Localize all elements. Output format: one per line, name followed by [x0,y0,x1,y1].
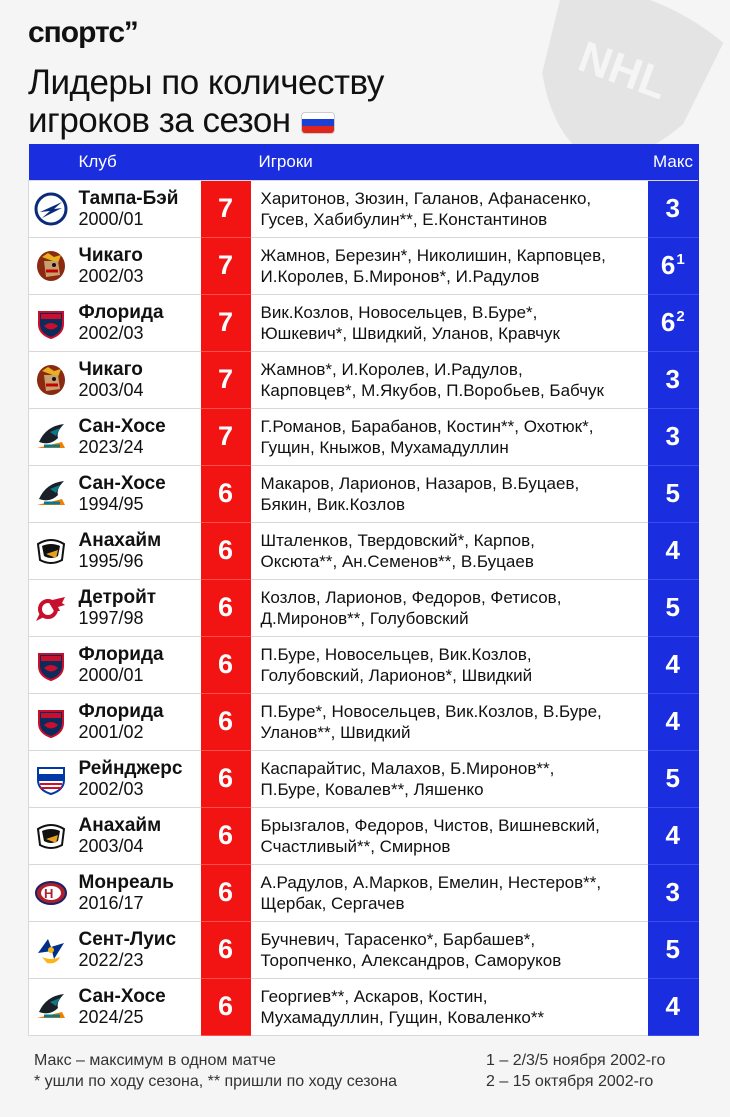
footer-legend [34,1050,397,1092]
page-title [28,64,384,140]
players-line-1: Козлов, Ларионов, Федоров, Фетисов, [260,587,562,607]
club-season: 2023/24 [78,436,144,457]
club-name: Чикаго [78,358,143,380]
club-cell [73,237,201,294]
players-cell [251,237,648,294]
russia-flag-icon [301,112,335,134]
max-value: 4 [665,535,680,565]
players-cell [251,579,648,636]
player-count: 6 [201,750,251,807]
players-line-1: Брызгалов, Федоров, Чистов, Вишневский, [260,815,600,835]
max-cell [648,693,699,750]
table-row [29,864,699,921]
max-cell [648,750,699,807]
club-cell [73,750,201,807]
table-row [29,465,699,522]
club-cell [73,465,201,522]
table-row [29,351,699,408]
max-footnote: 1 [676,251,685,268]
players-line-2: П.Буре, Ковалев**, Ляшенко [260,779,484,799]
players-cell [251,294,648,351]
brand-logo: спортс’’ [28,16,138,49]
players-cell [251,807,648,864]
club-cell [73,864,201,921]
club-season: 2000/01 [78,208,144,229]
table-row [29,522,699,579]
club-season: 2002/03 [78,265,144,286]
lightning-logo-icon [34,192,68,226]
club-cell [73,351,201,408]
sharks-logo-icon [34,477,68,511]
max-value: 6 [660,250,676,280]
club-name: Флорида [78,700,164,722]
ducks-logo-icon [34,819,68,853]
players-line-2: Д.Миронов**, Голубовский [260,608,469,628]
team-logo-cell [29,408,73,465]
team-logo-cell [29,807,73,864]
players-line-2: Юшкевич*, Швидкий, Уланов, Кравчук [260,323,560,343]
players-line-2: Гусев, Хабибулин**, Е.Константинов [260,209,548,229]
club-name: Сан-Хосе [78,415,166,437]
players-cell [251,693,648,750]
club-season: 2016/17 [78,892,144,913]
players-line-1: Жамнов*, И.Королев, И.Радулов, [260,359,523,379]
players-line-1: Г.Романов, Барабанов, Костин**, Охотюк*, [260,416,594,436]
max-cell [648,408,699,465]
player-count: 6 [201,636,251,693]
blues-logo-icon [34,933,68,967]
club-name: Чикаго [78,244,143,266]
header-club: Клуб [73,144,201,180]
max-cell [648,636,699,693]
max-value: 4 [665,991,680,1021]
table-row [29,921,699,978]
team-logo-cell [29,921,73,978]
max-value: 3 [665,193,680,223]
sharks-logo-icon [34,990,68,1024]
players-line-2: Торопченко, Александров, Саморуков [260,950,562,970]
team-logo-cell [29,180,73,237]
player-count: 6 [201,522,251,579]
players-line-2: Голубовский, Ларионов*, Швидкий [260,665,533,685]
players-line-1: Макаров, Ларионов, Назаров, В.Буцаев, [260,473,580,493]
footer-note-1: 1 – 2/3/5 ноября 2002-го [486,1052,666,1069]
team-logo-cell [29,978,73,1035]
team-logo-cell [29,579,73,636]
players-cell [251,921,648,978]
panthers-logo-icon [34,306,68,340]
team-logo-cell [29,294,73,351]
players-line-2: Карповцев*, М.Якубов, П.Воробьев, Бабчук [260,380,604,400]
players-line-2: Оксюта**, Ан.Семенов**, В.Буцаев [260,551,534,571]
club-name: Анахайм [78,529,162,551]
max-cell [648,294,699,351]
max-value: 4 [665,820,680,850]
club-season: 2001/02 [78,721,144,742]
max-value: 5 [665,934,680,964]
player-count: 7 [201,180,251,237]
club-cell [73,579,201,636]
max-cell [648,807,699,864]
max-cell [648,864,699,921]
player-count: 6 [201,864,251,921]
max-cell [648,579,699,636]
club-name: Монреаль [78,871,174,893]
footer-legend-stars: * ушли по ходу сезона, ** пришли по ходу сезона [34,1073,398,1090]
max-cell [648,351,699,408]
players-line-1: Вик.Козлов, Новосельцев, В.Буре*, [260,302,538,322]
club-season: 2003/04 [78,835,144,856]
red-wings-logo-icon [34,591,68,625]
max-footnote: 2 [676,308,685,325]
max-value: 6 [660,307,676,337]
footer-legend-max: Макс – максимум в одном матче [34,1052,276,1069]
team-logo-cell [29,693,73,750]
max-value: 3 [665,877,680,907]
club-name: Детройт [78,586,157,608]
max-value: 3 [665,421,680,451]
club-cell [73,522,201,579]
players-line-1: П.Буре*, Новосельцев, Вик.Козлов, В.Буре, [260,701,602,721]
table-row [29,693,699,750]
table-row [29,237,699,294]
players-line-1: П.Буре, Новосельцев, Вик.Козлов, [260,644,532,664]
club-name: Сан-Хосе [78,472,166,494]
table-row [29,579,699,636]
player-count: 7 [201,351,251,408]
players-line-1: Георгиев**, Аскаров, Костин, [260,986,488,1006]
blackhawks-logo-icon [34,363,68,397]
max-value: 5 [665,478,680,508]
team-logo-cell [29,237,73,294]
club-season: 2002/03 [78,778,144,799]
max-cell [648,180,699,237]
title-line-2: игроков за сезон [28,102,384,140]
club-name: Тампа-Бэй [78,187,179,209]
club-season: 1995/96 [78,550,144,571]
club-name: Флорида [78,643,164,665]
player-count: 7 [201,408,251,465]
players-cell [251,180,648,237]
team-logo-cell [29,465,73,522]
players-line-1: Харитонов, Зюзин, Галанов, Афанасенко, [260,188,592,208]
club-season: 2024/25 [78,1006,144,1027]
club-season: 2002/03 [78,322,144,343]
header-max: Макс [648,144,699,180]
club-cell [73,636,201,693]
club-season: 2000/01 [78,664,144,685]
club-season: 1994/95 [78,493,144,514]
club-season: 1997/98 [78,607,144,628]
club-season: 2003/04 [78,379,144,400]
max-value: 5 [665,763,680,793]
players-line-2: И.Королев, Б.Миронов*, И.Радулов [260,266,540,286]
header-count-cell [201,144,251,180]
title-line-1: Лидеры по количеству [28,63,384,102]
header-players: Игроки [251,144,648,180]
club-name: Анахайм [78,814,162,836]
max-value: 5 [665,592,680,622]
players-cell [251,978,648,1035]
player-count: 6 [201,921,251,978]
panthers-logo-icon [34,648,68,682]
ducks-logo-icon [34,534,68,568]
players-line-1: Каспарайтис, Малахов, Б.Миронов**, [260,758,555,778]
club-name: Сан-Хосе [78,985,166,1007]
club-season: 2022/23 [78,949,144,970]
max-cell [648,522,699,579]
player-count: 6 [201,579,251,636]
players-line-2: Счастливый**, Смирнов [260,836,451,856]
player-count: 7 [201,294,251,351]
players-cell [251,522,648,579]
players-line-2: Мухамадуллин, Гущин, Коваленко** [260,1007,545,1027]
team-logo-cell [29,864,73,921]
player-count: 6 [201,978,251,1035]
team-logo-cell [29,750,73,807]
rangers-logo-icon [34,762,68,796]
club-cell [73,180,201,237]
max-cell [648,465,699,522]
players-line-1: Бучневич, Тарасенко*, Барбашев*, [260,929,536,949]
max-cell [648,921,699,978]
player-count: 6 [201,807,251,864]
players-line-2: Щербак, Сергачев [260,893,405,913]
table-row [29,807,699,864]
club-name: Флорида [78,301,164,323]
panthers-logo-icon [34,705,68,739]
player-count: 6 [201,693,251,750]
table-row [29,294,699,351]
table-row [29,408,699,465]
canadiens-logo-icon [34,876,68,910]
footer-notes [486,1050,665,1092]
table-row [29,636,699,693]
players-cell [251,351,648,408]
max-value: 4 [665,649,680,679]
max-value: 3 [665,364,680,394]
players-line-1: Шталенков, Твердовский*, Карпов, [260,530,535,550]
club-cell [73,693,201,750]
players-cell [251,636,648,693]
max-cell [648,237,699,294]
sharks-logo-icon [34,420,68,454]
blackhawks-logo-icon [34,249,68,283]
club-cell [73,807,201,864]
max-value: 4 [665,706,680,736]
max-cell [648,978,699,1035]
club-cell [73,294,201,351]
table-row [29,180,699,237]
players-line-2: Гущин, Кныжов, Мухамадуллин [260,437,509,457]
header-logo-cell [29,144,73,180]
players-cell [251,864,648,921]
club-cell [73,978,201,1035]
table-row [29,750,699,807]
players-line-2: Уланов**, Швидкий [260,722,411,742]
players-cell [251,408,648,465]
players-cell [251,750,648,807]
players-line-1: А.Радулов, А.Марков, Емелин, Нестеров**, [260,872,602,892]
team-logo-cell [29,522,73,579]
club-name: Рейнджерс [78,757,183,779]
svg-text:NHL: NHL [572,32,674,110]
player-count: 6 [201,465,251,522]
player-count: 7 [201,237,251,294]
players-line-1: Жамнов, Березин*, Николишин, Карповцев, [260,245,606,265]
footer-note-2: 2 – 15 октября 2002-го [486,1073,654,1090]
players-cell [251,465,648,522]
club-cell [73,408,201,465]
club-name: Сент-Луис [78,928,177,950]
team-logo-cell [29,636,73,693]
svg-text:H: H [43,885,54,901]
table-row [29,978,699,1035]
team-logo-cell [29,351,73,408]
table-header [29,144,699,180]
club-cell [73,921,201,978]
leaders-table [28,144,699,1036]
players-line-2: Бякин, Вик.Козлов [260,494,405,514]
